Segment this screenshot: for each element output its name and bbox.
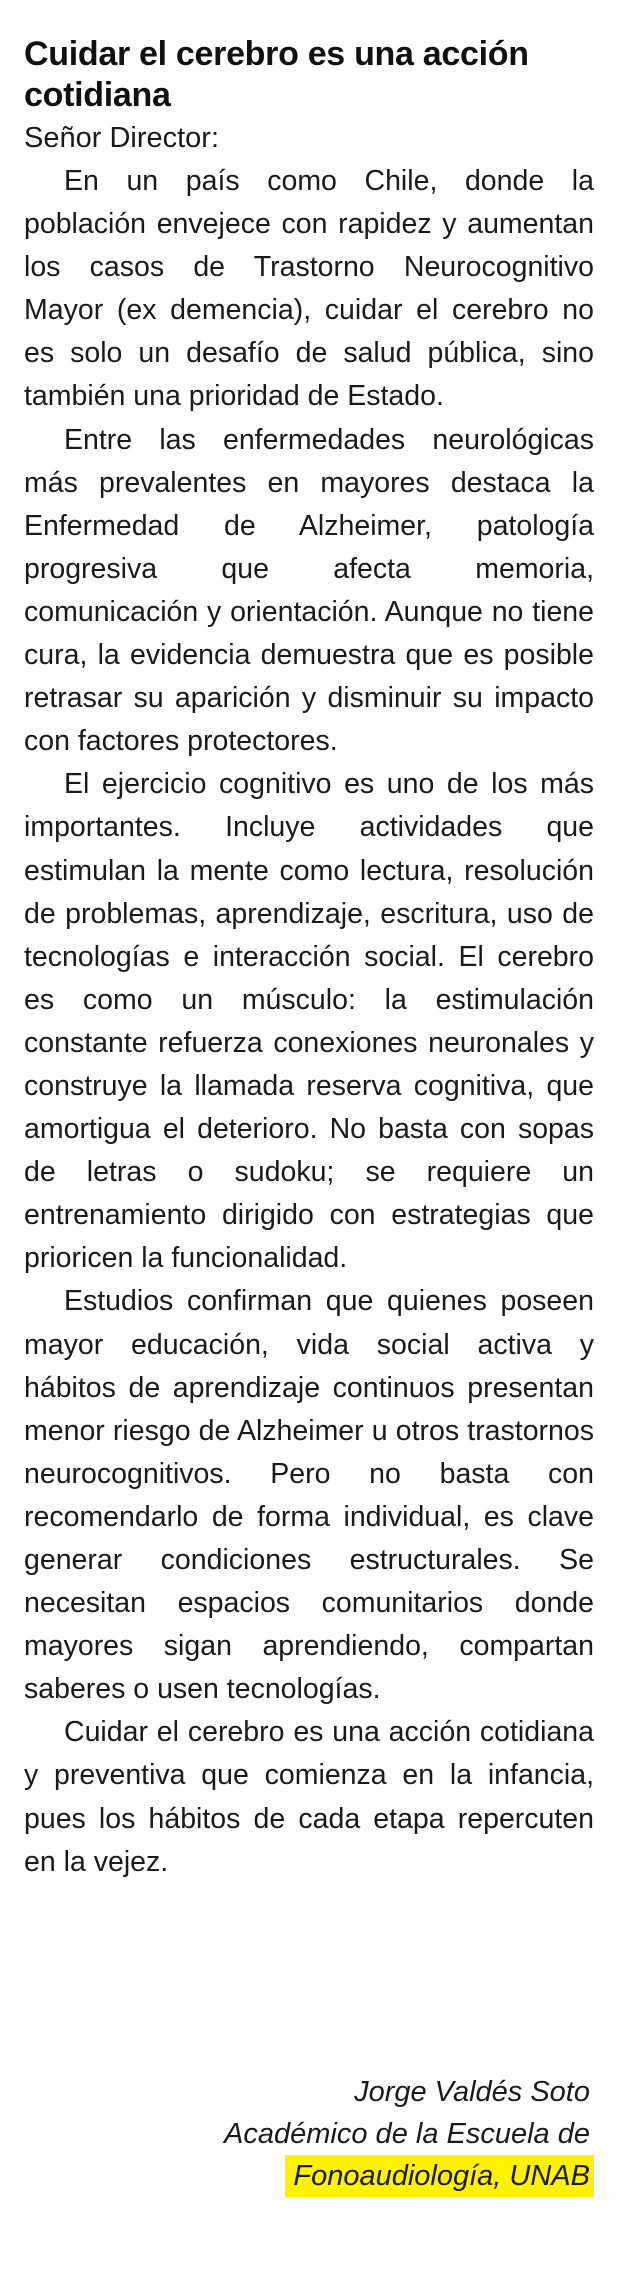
paragraph-2: Entre las enfermedades neurológicas más prevalentes en mayores destaca la Enfermedad de Alzheimer, patología progresiva que afecta memoria, comunicación y orientación. Aunque no tiene cura, la evidencia demuestra que es posible retrasar su aparición y disminuir su impacto con factores protectores. xyxy=(24,423,594,758)
paragraph-1: En un país como Chile, donde la población envejece con rapidez y aumentan los casos de Trastorno Neurocognitivo Mayor (ex demencia), cuidar el cerebro no es solo un desafío de salud pública, sino también una prioridad de Estado. xyxy=(24,165,594,413)
signature-block xyxy=(224,2071,590,2197)
paragraph-3: El ejercicio cognitivo es uno de los más importantes. Incluye actividades que estimulan la mente como lectura, resolución de problemas, aprendizaje, escritura, uso de tecnologías e interacción social. El cerebro es como un músculo: la estimulación constante refuerza conexiones neuronales y construye la llamada reserva cognitiva, que amortigua el deterioro. No basta con sopas de letras o sudoku; se requiere un entrenamiento dirigido con estrategias que prioricen la funcionalidad. xyxy=(24,768,594,1275)
letter-article xyxy=(24,34,594,1884)
author-affiliation-highlighted: Fonoaudiología, UNAB xyxy=(285,2155,594,2197)
letter-headline: Cuidar el cerebro es una acción cotidiana xyxy=(24,35,529,114)
author-name: Jorge Valdés Soto xyxy=(354,2076,590,2108)
salutation: Señor Director: xyxy=(24,122,220,154)
author-title: Académico de la Escuela de xyxy=(224,2118,590,2150)
paragraph-4: Estudios confirman que quienes poseen mayor educación, vida social activa y hábitos de aprendizaje continuos presentan menor riesgo de Alzheimer u otros trastornos neurocognitivos. Pero no basta con recomendarlo de forma individual, es clave generar condiciones estructurales. Se necesitan espacios comunitarios donde mayores sigan aprendiendo, compartan saberes o usen tecnologías. xyxy=(24,1285,594,1706)
paragraph-5: Cuidar el cerebro es una acción cotidiana y preventiva que comienza en la infancia, pues los hábitos de cada etapa repercuten en la vejez. xyxy=(24,1716,594,1878)
